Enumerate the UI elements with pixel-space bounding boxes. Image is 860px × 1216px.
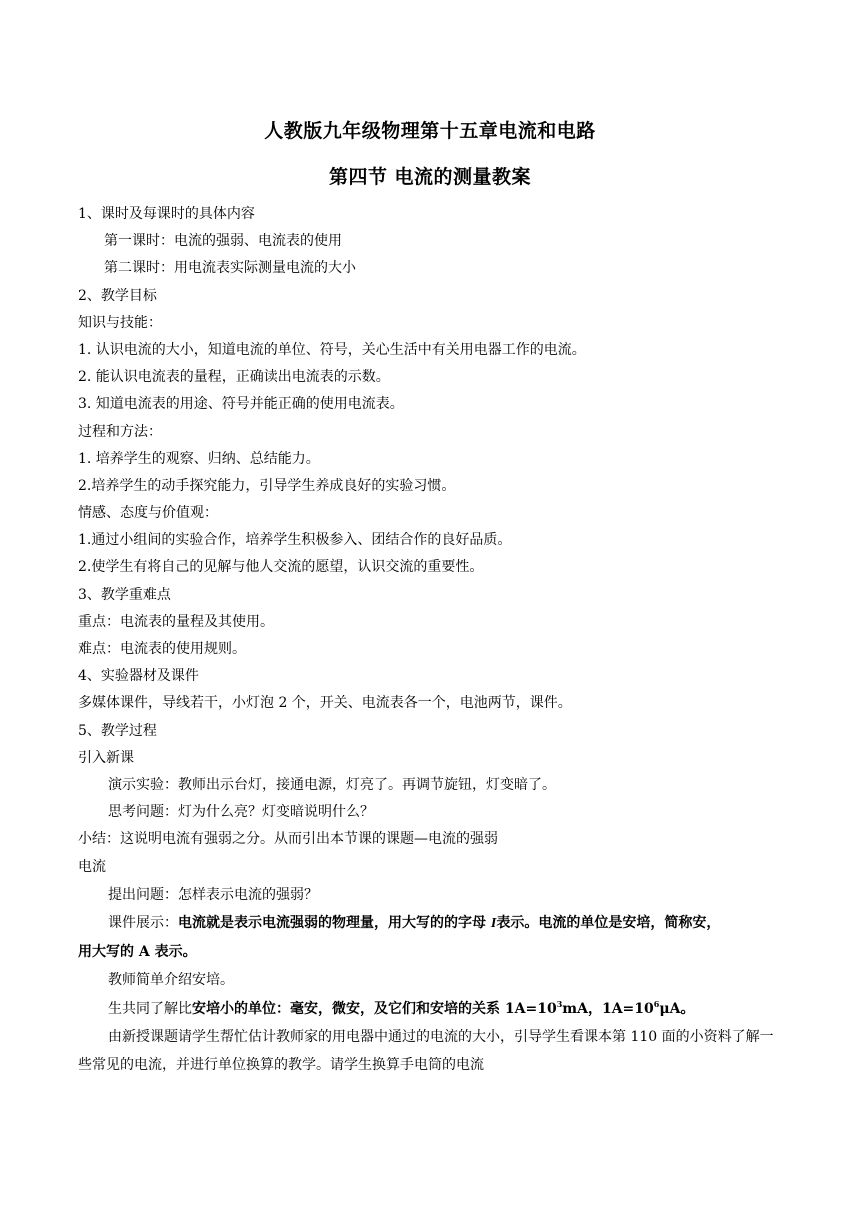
knowledge-item-3: 3. 知道电流表的用途、符号并能正确的使用电流表。 <box>78 396 404 413</box>
units-prefix: 生共同了解比 <box>108 1000 192 1017</box>
document-body <box>78 201 786 1079</box>
units-rel1: 1A=10 <box>500 1000 557 1017</box>
raise-question: 提出问题：怎样表示电流的强弱？ <box>108 886 318 903</box>
units-rel2-unit: μA。 <box>659 1000 695 1017</box>
lesson-1: 第一课时：电流的强弱、电流表的使用 <box>104 233 342 250</box>
subheading-current: 电流 <box>78 858 106 875</box>
think-question: 思考问题：灯为什么亮？灯变暗说明什么？ <box>108 804 374 821</box>
subheading-process: 过程和方法： <box>78 423 162 440</box>
heading-1: 1、课时及每课时的具体内容 <box>78 206 255 222</box>
process-item-2: 2.培养学生的动手探究能力，引导学生养成良好的实验习惯。 <box>78 477 456 494</box>
closing-paragraph: 由新授课题请学生帮忙估计教师家的用电器中通过的电流的大小，引导学生看课本第 110 面的小资料了解一些常见的电流，并进行单位换算的教学。请学生换算手电筒的电流 <box>78 1029 774 1074</box>
subheading-intro: 引入新课 <box>78 749 134 766</box>
process-item-1: 1. 培养学生的观察、归纳、总结能力。 <box>78 450 320 467</box>
attitude-item-1: 1.通过小组间的实验合作，培养学生积极参入、团结合作的良好品质。 <box>78 532 512 549</box>
document-title: 人教版九年级物理第十五章电流和电路 <box>264 120 596 142</box>
courseware-line-2: 用大写的 A 表示。 <box>78 943 197 960</box>
subheading-attitude: 情感、态度与价值观： <box>78 505 218 522</box>
units-exp1: 3 <box>556 998 563 1009</box>
current-symbol: I <box>490 916 497 932</box>
knowledge-item-2: 2. 能认识电流表的量程，正确读出电流表的示数。 <box>78 369 390 386</box>
summary: 小结：这说明电流有强弱之分。从而引出本节课的课题—电流的强弱 <box>78 831 498 848</box>
demo-experiment: 演示实验：教师出示台灯，接通电源，灯亮了。再调节旋钮，灯变暗了。 <box>108 776 556 793</box>
lesson-2: 第二课时：用电流表实际测量电流的大小 <box>104 260 356 277</box>
introduce-ampere: 教师简单介绍安培。 <box>108 972 234 989</box>
heading-3: 3、教学重难点 <box>78 586 171 603</box>
units-bold: 安培小的单位：毫安，微安，及它们和安培的关系 <box>192 1000 500 1017</box>
equipment-list: 多媒体课件，导线若干，小灯泡 2 个，开关、电流表各一个，电池两节，课件。 <box>78 695 572 712</box>
attitude-item-2: 2.使学生有将自己的见解与他人交流的愿望，认识交流的重要性。 <box>78 559 484 576</box>
subheading-knowledge: 知识与技能： <box>78 314 162 331</box>
heading-2: 2、教学目标 <box>78 287 157 304</box>
difficult-point: 难点：电流表的使用规则。 <box>78 641 246 657</box>
key-point: 重点：电流表的量程及其使用。 <box>78 613 274 630</box>
section-title: 第四节 电流的测量教案 <box>328 166 532 188</box>
units-exp2: 6 <box>653 998 660 1009</box>
courseware-prefix: 课件展示： <box>108 915 178 932</box>
heading-4: 4、实验器材及课件 <box>78 668 199 685</box>
courseware-line <box>78 909 786 938</box>
knowledge-item-1: 1. 认识电流的大小，知道电流的单位、符号，关心生活中有关用电器工作的电流。 <box>78 341 586 358</box>
courseware-bold-b: 表示。电流的单位是安培，简称安， <box>496 915 721 932</box>
heading-5: 5、教学过程 <box>78 722 157 739</box>
courseware-bold-a: 电流就是表示电流强弱的物理量，用大写的的字母 <box>178 915 491 932</box>
units-line <box>78 995 786 1024</box>
units-rel1-unit: mA，1A=10 <box>562 1000 654 1017</box>
